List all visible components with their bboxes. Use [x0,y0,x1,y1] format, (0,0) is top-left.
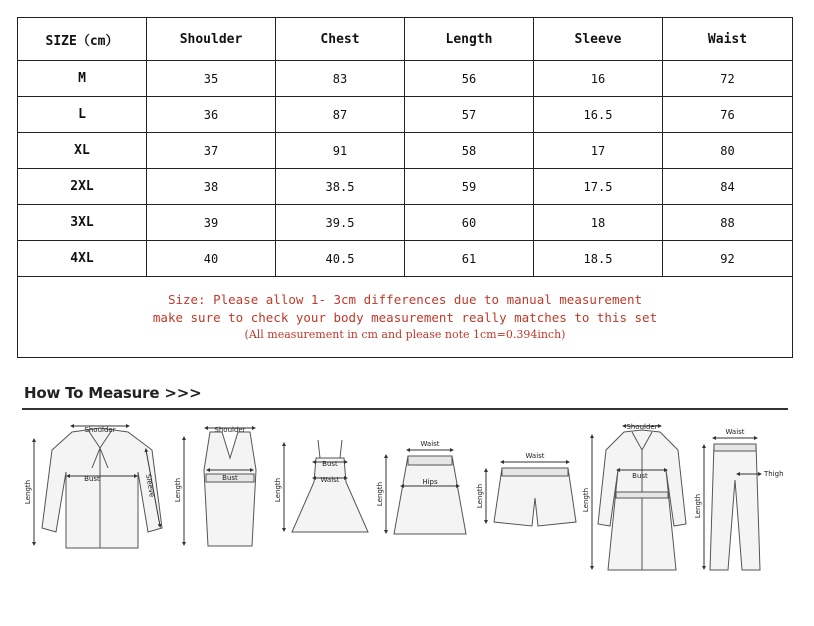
cell-size: 4XL [18,241,147,277]
cell-length: 56 [405,61,534,97]
cell-sleeve: 18 [534,205,663,241]
cell-length: 58 [405,133,534,169]
measurement-illustrations [20,410,790,585]
note-line-3: (All measurement in cm and please note 1cm=0.394inch) [244,328,566,341]
label-waist-4: Waist [420,440,440,448]
size-chart-table [17,17,793,358]
cell-waist: 92 [663,241,793,277]
skirt-illustration [386,450,466,534]
cell-waist: 88 [663,205,793,241]
label-length-3: Length [274,477,282,503]
label-bust-2: Bust [222,474,238,482]
cell-chest: 91 [276,133,405,169]
cell-size: XL [18,133,147,169]
label-shoulder-2: Shoulder [214,426,246,434]
table-header-row [18,18,793,61]
strap-dress-illustration [284,440,368,532]
label-shoulder-6: Shoulder [626,423,658,431]
header-sleeve: Sleeve [534,18,663,61]
label-length-2: Length [174,477,182,503]
how-to-measure-heading: How To Measure >>> [24,384,202,402]
cell-sleeve: 17.5 [534,169,663,205]
cell-shoulder: 37 [147,133,276,169]
table-row [18,61,793,97]
cell-waist: 72 [663,61,793,97]
label-waist-7: Waist [725,428,745,436]
table-row [18,169,793,205]
label-sleeve-1: Sleeve [143,473,156,498]
cell-shoulder: 36 [147,97,276,133]
cell-sleeve: 16.5 [534,97,663,133]
label-length-6: Length [582,487,590,513]
label-waist-3: Waist [320,476,340,484]
note-row [18,277,793,358]
blouse-illustration [34,426,162,548]
coat-illustration [592,426,686,570]
cell-sleeve: 16 [534,61,663,97]
table-row [18,97,793,133]
pants-illustration [704,438,760,570]
cell-waist: 80 [663,133,793,169]
label-length-7: Length [694,493,702,519]
cell-length: 59 [405,169,534,205]
shorts-illustration [486,462,576,526]
cell-chest: 83 [276,61,405,97]
cell-shoulder: 39 [147,205,276,241]
note-line-1: Size: Please allow 1- 3cm differences due to manual measurement [167,292,643,307]
cell-shoulder: 38 [147,169,276,205]
label-length-5: Length [476,483,484,509]
label-waist-5: Waist [525,452,545,460]
label-hips-4: Hips [422,478,438,486]
header-shoulder: Shoulder [147,18,276,61]
cell-chest: 40.5 [276,241,405,277]
label-shoulder-1: Shoulder [84,426,116,434]
cell-shoulder: 40 [147,241,276,277]
header-size: SIZE（cm） [18,18,147,61]
label-bust-1: Bust [84,475,100,483]
table-row [18,133,793,169]
measurement-note [18,277,793,358]
cell-sleeve: 18.5 [534,241,663,277]
cell-length: 61 [405,241,534,277]
cell-chest: 38.5 [276,169,405,205]
label-length-4: Length [376,481,384,507]
cell-sleeve: 17 [534,133,663,169]
header-waist: Waist [663,18,793,61]
cell-size: 3XL [18,205,147,241]
cell-size: 2XL [18,169,147,205]
header-length: Length [405,18,534,61]
cell-waist: 76 [663,97,793,133]
label-thigh-7: Thigh [764,470,784,478]
cell-waist: 84 [663,169,793,205]
table-row [18,241,793,277]
cell-chest: 87 [276,97,405,133]
note-line-2: make sure to check your body measurement really matches to this set [152,310,658,325]
vest-illustration [184,428,256,546]
cell-size: L [18,97,147,133]
cell-length: 57 [405,97,534,133]
table-row [18,205,793,241]
label-bust-3: Bust [322,460,338,468]
label-length-1: Length [24,479,32,505]
label-bust-6: Bust [632,472,648,480]
cell-chest: 39.5 [276,205,405,241]
header-chest: Chest [276,18,405,61]
cell-size: M [18,61,147,97]
cell-length: 60 [405,205,534,241]
cell-shoulder: 35 [147,61,276,97]
